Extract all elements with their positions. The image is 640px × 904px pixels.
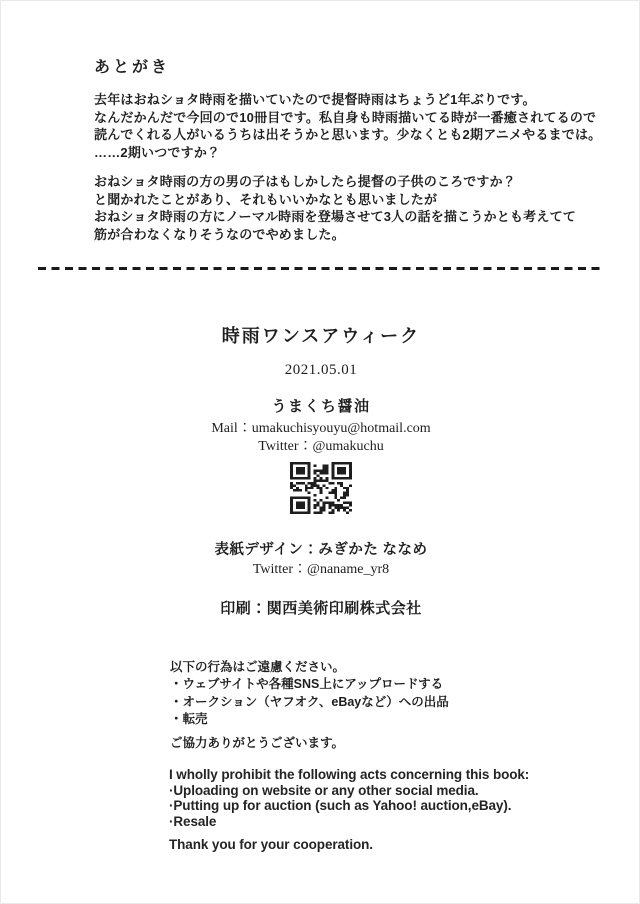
- notice-japanese: [170, 659, 570, 752]
- text-line: おねショタ時雨の方にノーマル時雨を登場させて3人の話を描こうかとも考えてて: [94, 209, 576, 225]
- notice-thanks: Thank you for your cooperation.: [169, 837, 373, 853]
- qr-code: [290, 462, 352, 514]
- printer-credit: 印刷：関西美術印刷株式会社: [220, 601, 422, 617]
- afterword-paragraph-1: [94, 91, 602, 161]
- author-name: うまくち醤油: [271, 399, 371, 415]
- author-mail: Mail：umakuchisyouyu@hotmail.com: [211, 421, 431, 436]
- text-line: 去年はおねショタ時雨を描いていたので提督時雨はちょうど1年ぶりです。: [94, 92, 536, 107]
- dashed-divider: [38, 267, 604, 270]
- notice-intro: I wholly prohibit the following acts concerning this book:: [169, 767, 530, 782]
- cover-design-credit: 表紙デザイン：みぎかた ななめ: [214, 542, 428, 558]
- notice-item: ·Putting up for auction (such as Yahoo! auction,eBay).: [169, 798, 512, 814]
- book-title: 時雨ワンスアウィーク: [221, 326, 421, 346]
- designer-twitter-handle: Twitter：@naname_yr8: [252, 562, 390, 577]
- notice-item: ・転売: [170, 711, 208, 726]
- text-line: 読んでくれる人がいるうちは出そうかと思います。少なくとも2期アニメやるまでは。: [94, 127, 602, 143]
- notice-intro: 以下の行為はご遠慮ください。: [170, 660, 346, 674]
- qr-code-icon: [290, 462, 352, 514]
- afterword-heading: あとがき: [94, 59, 171, 76]
- notice-english: [169, 767, 589, 853]
- text-line: ……2期いつですか？: [94, 144, 221, 160]
- text-line: おねショタ時雨の方の男の子はもしかしたら提督の子供のころですか？: [94, 174, 517, 189]
- text-line: と聞かれたことがあり、それもいいかなとも思いましたが: [94, 191, 438, 207]
- publication-date: 2021.05.01: [284, 362, 358, 378]
- notice-item: ・オークション（ヤフオク、eBayなど）への出品: [170, 694, 449, 709]
- afterword-paragraph-2: [94, 173, 604, 243]
- text-line: 筋が合わなくなりそうなのでやめました。: [94, 226, 345, 242]
- notice-item: ·Resale: [169, 813, 217, 829]
- notice-item: ・ウェブサイトや各種SNS上にアップロードする: [170, 677, 444, 692]
- notice-thanks: ご協力ありがとうございます。: [170, 736, 345, 751]
- text-line: なんだかんだで今回ので10冊目です。私自身も時雨描いてる時が一番癒されてるので: [94, 109, 597, 125]
- notice-item: ·Uploading on website or any other social media.: [169, 782, 479, 798]
- author-twitter-handle: Twitter：@umakuchu: [258, 439, 384, 454]
